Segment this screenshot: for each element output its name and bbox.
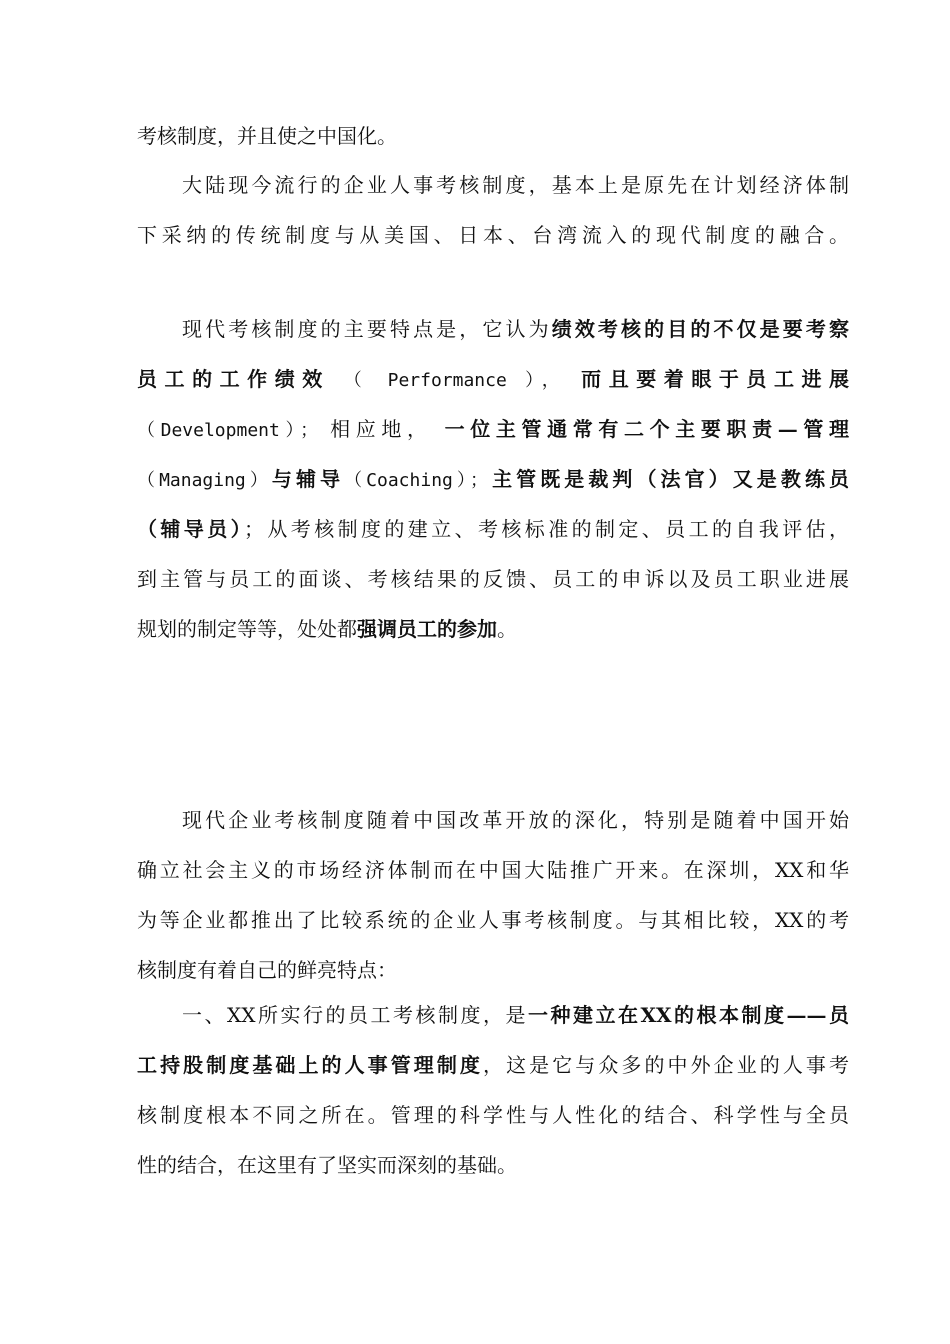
paragraph-line [137,414,849,444]
text-run: 性的结合，在这里有了坚实而深刻的基础。 [137,1153,517,1177]
bold-text-run: 绩效考核的目的不仅是要考察 [551,317,849,341]
text-run: 现代考核制度的主要特点是，它认为 [182,317,552,341]
text-run: 核制度有着自己的鲜亮特点： [137,958,397,982]
text-run: 核制度根本不同之所在。管理的科学性与人性化的结合、科学性与全员 [137,1103,849,1127]
text-run: （Managing） [137,470,272,491]
bold-text-run: 主管既是裁判（法官）又是教练员 [488,467,849,491]
text-run: （Development）； [137,420,319,441]
text-run: 一、XX所实行的员工考核制度，是 [182,1003,528,1027]
text-run: 现代企业考核制度随着中国改革开放的深化，特别是随着中国开始 [182,808,849,832]
paragraph-line [137,564,849,594]
text-run: ，这是它与众多的中外企业的人事考 [483,1053,849,1077]
bold-text-run: （辅导员） [137,517,244,541]
paragraph-line [137,1050,849,1080]
paragraph-line [182,1000,849,1030]
text-run: 。 [497,617,517,641]
text-run: 下采纳的传统制度与从美国、日本、台湾流入的现代制度的融合。 [137,223,849,247]
paragraph-line [182,805,849,835]
paragraph-line [137,514,849,544]
paragraph-line [137,464,849,494]
text-run: 考核制度，并且使之中国化。 [137,124,397,148]
bold-text-run: 工持股制度基础上的人事管理制度 [137,1053,483,1077]
paragraph-line [137,905,849,935]
text-run: 到主管与员工的面谈、考核结果的反馈、员工的申诉以及员工职业进展 [137,567,849,591]
paragraph-line [182,314,849,344]
paragraph-line [137,220,849,250]
paragraph-line [137,121,849,151]
paragraph-line [137,614,849,644]
text-run: 确立社会主义的市场经济体制而在中国大陆推广开来。在深圳，XX和华 [137,858,849,882]
text-run: （ Performance ）， [343,370,568,391]
text-run: 相应地， [330,417,433,441]
paragraph-line [137,364,849,394]
paragraph-line [137,1100,849,1130]
bold-text-run: 一种建立在XX的根本制度——员 [527,1003,849,1027]
text-run: 为等企业都推出了比较系统的企业人事考核制度。与其相比较，XX的考 [137,908,849,932]
text-run: ；从考核制度的建立、考核标准的制定、员工的自我评估， [244,517,849,541]
bold-text-run: 一位主管通常有二个主要职责—管理 [444,417,849,441]
paragraph-line [137,1150,849,1180]
paragraph-line [137,955,849,985]
text-run: 大陆现今流行的企业人事考核制度，基本上是原先在计划经济体制 [182,173,849,197]
text-run: 规划的制定等等，处处都 [137,617,357,641]
text-run: （Coaching）； [344,470,489,491]
paragraph-line [182,170,849,200]
bold-text-run: 强调员工的参加 [357,617,497,641]
bold-text-run: 员工的工作绩效 [137,367,330,391]
bold-text-run: 而且要着眼于员工进展 [581,367,849,391]
paragraph-line [137,855,849,885]
bold-text-run: 与辅导 [271,467,345,491]
